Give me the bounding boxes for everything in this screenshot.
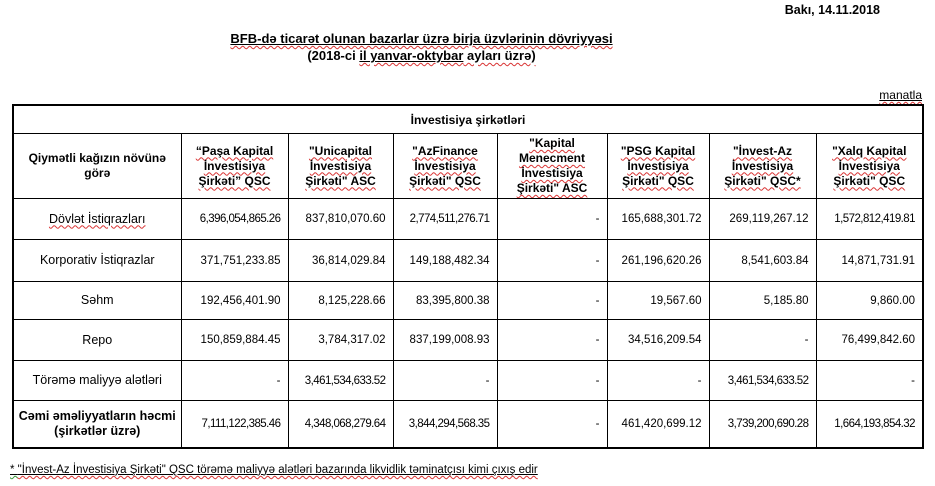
value-cell: -	[497, 240, 607, 282]
value-cell: -	[497, 320, 607, 361]
value-cell: 8,125,228.66	[288, 282, 393, 320]
footnote	[10, 464, 538, 476]
value-cell: 3,461,534,633.52	[709, 361, 816, 401]
value-cell: 1,664,193,854.32	[816, 401, 923, 448]
value-cell: 14,871,731.91	[816, 240, 923, 282]
row-label: Səhm	[13, 282, 181, 320]
value-cell: 3,784,317.02	[288, 320, 393, 361]
table-row-dovlet-istiqrazlari	[13, 199, 923, 240]
value-cell: 149,188,482.34	[393, 240, 497, 282]
column-header-kapital-menecment: "Kapital Menecment İnvestisiya Şirkəti" ASC	[497, 134, 607, 199]
value-cell: -	[497, 282, 607, 320]
value-cell: 837,199,008.93	[393, 320, 497, 361]
value-cell: 2,774,511,276.71	[393, 199, 497, 240]
table-row-repo	[13, 320, 923, 361]
column-header-invest-az: "İnvest-Az İnvestisiya Şirkəti" QSC*	[709, 134, 816, 199]
unit-label: manatla	[879, 88, 922, 102]
value-cell: 261,196,620.26	[607, 240, 709, 282]
value-cell: 1,572,812,419.81	[816, 199, 923, 240]
value-cell: 34,516,209.54	[607, 320, 709, 361]
table-group-header: İnvestisiya şirkətləri	[13, 105, 923, 134]
value-cell: -	[181, 361, 288, 401]
column-header-unicapital: "Unicapital İnvestisiya Şirkəti" ASC	[288, 134, 393, 199]
column-header-xalq: "Xalq Kapital İnvestisiya Şirkəti" QSC	[816, 134, 923, 199]
value-cell: 19,567.60	[607, 282, 709, 320]
column-header-psg: "PSG Kapital İnvestisiya Şirkəti" QSC	[607, 134, 709, 199]
value-cell: 165,688,301.72	[607, 199, 709, 240]
column-header-azfinance: "AzFinance İnvestisiya Şirkəti" QSC	[393, 134, 497, 199]
value-cell: 269,119,267.12	[709, 199, 816, 240]
document-date: Bakı, 14.11.2018	[784, 3, 880, 17]
page-title	[0, 30, 843, 64]
value-cell: 192,456,401.90	[181, 282, 288, 320]
value-cell: 76,499,842.60	[816, 320, 923, 361]
row-label: Korporativ İstiqrazlar	[13, 240, 181, 282]
value-cell: 5,185.80	[709, 282, 816, 320]
row-axis-header-cell: Qiymətli kağızın növünə görə	[13, 134, 181, 199]
table-header-row	[13, 134, 923, 199]
value-cell: 3,739,200,690.28	[709, 401, 816, 448]
value-cell: -	[497, 401, 607, 448]
page-title-line2: (2018-ci il yanvar-oktybar ayları üzrə)	[307, 48, 536, 63]
value-cell: -	[816, 361, 923, 401]
value-cell: 6,396,054,865.26	[181, 199, 288, 240]
table-row-korporativ-istiqrazlar	[13, 240, 923, 282]
value-cell: -	[393, 361, 497, 401]
column-header-pasha: “Paşa Kapital İnvestisiya Şirkəti” QSC	[181, 134, 288, 199]
page-title-line1: BFB-də ticarət olunan bazarlar üzrə birja üzvlərinin dövriyyəsi	[230, 31, 613, 46]
turnover-table	[12, 104, 924, 449]
value-cell: -	[709, 320, 816, 361]
value-cell: 9,860.00	[816, 282, 923, 320]
value-cell: 837,810,070.60	[288, 199, 393, 240]
value-cell: 83,395,800.38	[393, 282, 497, 320]
value-cell: 371,751,233.85	[181, 240, 288, 282]
footnote-asterisk: *	[10, 464, 18, 476]
row-label: Dövlət İstiqrazları	[13, 199, 181, 240]
value-cell: 36,814,029.84	[288, 240, 393, 282]
value-cell: 461,420,699.12	[607, 401, 709, 448]
value-cell: -	[607, 361, 709, 401]
value-cell: 4,348,068,279.64	[288, 401, 393, 448]
table-group-header-row	[13, 105, 923, 134]
value-cell: 8,541,603.84	[709, 240, 816, 282]
value-cell: -	[497, 199, 607, 240]
table-row-cemi-emeliyyatlar	[13, 401, 923, 448]
value-cell: 3,844,294,568.35	[393, 401, 497, 448]
table-row-toreme-maliyye-aletleri	[13, 361, 923, 401]
table-row-sehm	[13, 282, 923, 320]
footnote-text: "İnvest-Az İnvestisiya Şirkəti" QSC törəmə maliyyə alətləri bazarında likvidlik təminatçısı kimi çıxış edir	[17, 464, 538, 476]
value-cell: -	[497, 361, 607, 401]
value-cell: 3,461,534,633.52	[288, 361, 393, 401]
row-label: Repo	[13, 320, 181, 361]
value-cell: 150,859,884.45	[181, 320, 288, 361]
row-label-total: Cəmi əməliyyatların həcmi (şirkətlər üzrə)	[13, 401, 181, 448]
row-label: Törəmə maliyyə alətləri	[13, 361, 181, 401]
value-cell: 7,111,122,385.46	[181, 401, 288, 448]
